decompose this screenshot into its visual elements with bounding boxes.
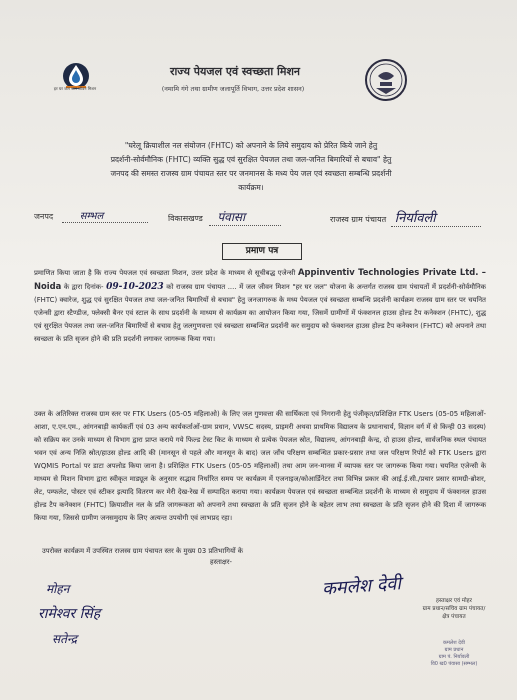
official-stamp [418, 640, 490, 668]
signatory-signature: कमलेश देवी [321, 573, 402, 600]
certificate-title: प्रमाण पत्र [222, 243, 302, 260]
intro-line-2: प्रदर्शनी-सोर्वमौनिक (FHTC) व्यक्ति सुद्ध एवं सुरक्षित पेयजल तथा जल-जनित बिमारियों से बचाव" हेतु [110, 155, 392, 164]
left-logo-caption: हर घर जल जल जीवन मिशन [53, 86, 97, 91]
village-label: राजस्व ग्राम पंचायत [330, 215, 387, 224]
certificate-paragraph-1 [34, 266, 486, 346]
intro-block [14, 139, 488, 195]
village-field [330, 208, 481, 227]
jal-jeevan-mission-logo [50, 60, 102, 106]
signatory-line-3: क्षेत्र पंचायत [442, 614, 466, 620]
para1-after-date: को राजस्व ग्राम पंचायत .... में जल जीवन मिशन "हर घर जल" योजना के अन्तर्गत राजस्व ग्राम पंचायतों में प्रदर्शनी-सोर्वमौनिक (FHTC) क्वारेज, शुद्ध एवं सुरक्षित पेयजल तथा जल-जनित बिमारियों से बचाव" हेतु जनजागरुक के मध्य पेयजल एवं स्वच्छता सम्बन्धि प्रदर्शनी कार्यक्रम राजस्व ग्राम स्तर पर चयनित एजेन्सी द्वारा स्टैण्डीज, फ्लेक्सी बैनर एवं स्टाल के साथ प्रदर्शनी के माध्यम से कार्यक्रम का आयोजन किया गया, जिसमें ग्रामीणों में फंक्शनल हाउस होल्ड टैप कनेक्शन (FHTC), शुद्ध एवं सुरक्षित पेयजल तथा जल-जनित बिमारियों से बचाव हेतु जलगुणवत्ता एवं स्वच्छता सम्बन्धित प्रदर्शनी कर समुदाय को फंक्शनल हाउस होल्ड टैप कनेक्शन (FHTC) को अपनाने तथा स्वच्छता के प्रति सृजन होने की प्रति प्रदर्शनी लगाकर जागरूक किया गया। [34, 283, 486, 343]
intro-line-1: "घरेलू क्रियाशील नल संयोजन (FHTC) को अपनाने के लिये समुदाय को प्रेरित किये जाने हेतु [124, 141, 378, 150]
intro-line-3: जनपद की समस्त राजस्व ग्राम पंचायत स्तर पर जनमानस के मध्य पेय जल एवं स्वच्छता सम्बन्धि प्रदर्शनी [110, 169, 392, 178]
signatory-designation [404, 597, 504, 621]
district-field [34, 208, 148, 223]
participant-signature-2: रामेश्वर सिंह [38, 606, 101, 622]
participants-note-line-1: उपरोक्त कार्यक्रम में उपस्थित राजस्व ग्राम पंचायत स्तर के मुख्य 03 प्रतिभागियों के [42, 547, 244, 555]
participants-note-line-2: हस्ताक्षर- [210, 558, 232, 566]
block-label: विकासखण्ड [168, 214, 203, 223]
up-government-emblem [364, 56, 408, 104]
stamp-line-3: ग्राम पं. निर्यावली [438, 654, 470, 660]
participant-signature-3: सतेन्द्र [52, 632, 78, 646]
stamp-line-2: ग्राम प्रधान [444, 647, 464, 653]
para1-after-company: के द्वारा दिनांक- [63, 283, 104, 291]
block-field [168, 208, 281, 226]
block-value: पंवासा [217, 210, 246, 224]
participant-signature-1: मोहन [46, 582, 70, 596]
mission-title: राज्य पेयजल एवं स्वच्छता मिशन [169, 65, 301, 78]
participants-note [42, 546, 362, 568]
program-date: 09-10-2023 [106, 282, 164, 292]
agency-name: Appinventiv Technologies Private Ltd. – Noida [34, 267, 486, 291]
intro-line-4: कार्यक्रम। [238, 183, 264, 192]
stamp-line-4: वि0 ख0 पंवासा (सम्भल) [430, 661, 478, 667]
village-value: निर्यावली [394, 211, 436, 226]
district-label: जनपद [34, 212, 54, 221]
para1-start: प्रमाणित किया जाता है कि राज्य पेयजल एवं स्वच्छता मिशन, उत्तर प्रदेश के माध्यम से सूचीबद्ध एजेन्सी [34, 269, 296, 277]
district-value: सम्भल [79, 211, 104, 222]
certificate-paragraph-2: उक्त के अतिरिक्त राजस्व ग्राम स्तर पर FTK Users (05-05 महिलाओ) के लिए जल गुणवत्ता की सार्थिकता एवं निगरानी हेतु पंजीकृत/प्रशिक्षित FTK Users (05-05 महिलाओं-आशा, ए.एन.एम., आंगनबाड़ी कार्यकर्ती एवं 03 अन्य कार्यकर्ताओं-ग्राम प्रधान, VWSC सदस्य, प्राइमरी अथवा प्राथमिक विद्यालय के प्रधानाचार्य, विज्ञान वर्ग में से किन्ही 03 सदस्य) को सक्रिय कर उनके माध्यम से विभाग द्वारा प्राप्त कराये गये फिल्ड टेस्ट किट के माध्यम से प्रत्येक पेयजल स्रोत, विद्यालय, आंगनबाड़ी केन्द्र, दो हाउस होल्ड, सार्वजनिक स्थल पंचायत भवन एवं अन्य निजि स्रोत/हाउस होल्ड आदि की (मानसून से पहले और मानसून के बाद) जल जाँच परिक्षण सम्बन्धित प्रकार-प्रसार तथा जल परिक्षण रिपोर्ट को FTK Users द्वारा WQMIS Portal पर डाटा अपलोड किया जाना है। प्रशिक्षित FTK Users (05-05 महिलाओं) तथा आम जन-मानस में व्यापक स्तर पर जागरूक किया गया। चयनित एजेन्सी के माध्यम से मिशन विभाग द्वारा स्वीकृत माड्यूल के अनुसार सद्भाव निर्धारित समय पर कार्यक्रम में एजनाइज/कोआर्डिनेटर तथा विभिन्न प्रकार की आई.ई.सी./प्रचार प्रसार सामग्री-ब्रोशर, लेट, पम्फलेट, पोस्टर एवं स्टीकर इत्यादि वितरण कर मेरी देख-रेख में सम्पादित कराया गया। कार्यक्रम पेयजल एवं स्वच्छता सम्बन्धित प्रदर्शनी के माध्यम से समुदाय में फंक्शनल हाउस होल्ड टैप कनेक्शन (FHTC) क्रियाशील नल के प्रति जागरूकता को अपनाने तथा स्वच्छता के प्रति सृजन होने के बहेतर लाभ तथा स्वच्छता के प्रति सृजन होने की दिशा में जागरूक किया गया, जिससे ग्रामीण जनसमुदाय के लिए अत्यन्त उपयोगी एवं लाभप्रद रहा। [34, 410, 486, 522]
stamp-line-1: कमलेश देवी [443, 640, 465, 646]
signatory-line-1: हस्ताक्षर एवं मोहर [436, 598, 472, 604]
mission-subtitle: (नमामि गंगे तथा ग्रामीण जलापूर्ति विभाग, उत्तर प्रदेश शासन) [161, 85, 305, 93]
signatory-line-2: ग्राम प्रधान/सचिव ग्राम पंचायत/ [422, 606, 486, 612]
